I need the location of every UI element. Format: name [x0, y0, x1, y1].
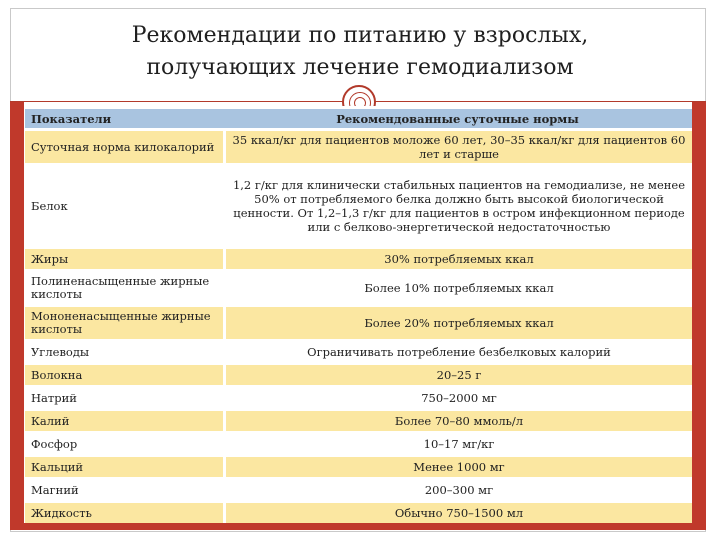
left-accent-bar	[10, 102, 24, 530]
cell-norm: Обычно 750–1500 мл	[223, 503, 692, 523]
table-row	[25, 388, 692, 408]
cell-indicator: Волокна	[25, 365, 223, 385]
cell-norm: 35 ккал/кг для пациентов моложе 60 лет, 30–35 ккал/кг для пациентов 60 лет и старше	[223, 131, 692, 163]
cell-norm: Ограничивать потребление безбелковых калорий	[223, 342, 692, 362]
bottom-accent-bar	[10, 523, 706, 530]
title-line-2: получающих лечение гемодиализом	[146, 55, 574, 80]
cell-indicator: Калий	[25, 411, 223, 431]
nutrition-table	[25, 106, 692, 526]
right-accent-bar	[692, 102, 706, 530]
cell-norm: Более 70–80 ммоль/л	[223, 411, 692, 431]
table-row	[25, 249, 692, 269]
cell-norm: 200–300 мг	[223, 480, 692, 500]
cell-indicator: Натрий	[25, 388, 223, 408]
nutrition-table-container	[25, 106, 692, 523]
cell-norm: Менее 1000 мг	[223, 457, 692, 477]
cell-indicator: Жиры	[25, 249, 223, 269]
header-norm: Рекомендованные суточные нормы	[223, 109, 692, 128]
header-indicator: Показатели	[25, 109, 223, 128]
table-row	[25, 365, 692, 385]
cell-indicator: Суточная норма килокалорий	[25, 131, 223, 163]
cell-indicator: Белок	[25, 166, 223, 246]
cell-norm: Более 20% потребляемых ккал	[223, 307, 692, 339]
cell-indicator: Углеводы	[25, 342, 223, 362]
table-row	[25, 480, 692, 500]
cell-norm: 750–2000 мг	[223, 388, 692, 408]
cell-indicator: Магний	[25, 480, 223, 500]
cell-indicator: Мононенасыщенные жирные кислоты	[25, 307, 223, 339]
slide-title	[10, 20, 710, 84]
title-line-1: Рекомендации по питанию у взрослых,	[131, 23, 589, 48]
table-row	[25, 166, 692, 246]
table-row	[25, 411, 692, 431]
table-row	[25, 131, 692, 163]
table-row	[25, 307, 692, 339]
cell-indicator: Фосфор	[25, 434, 223, 454]
table-row	[25, 503, 692, 523]
cell-norm: 10–17 мг/кг	[223, 434, 692, 454]
cell-indicator: Полиненасыщенные жирные кислоты	[25, 272, 223, 304]
cell-norm: Более 10% потребляемых ккал	[223, 272, 692, 304]
table-row	[25, 272, 692, 304]
table-row	[25, 434, 692, 454]
table-row	[25, 342, 692, 362]
table-body	[25, 131, 692, 523]
cell-norm: 20–25 г	[223, 365, 692, 385]
cell-norm: 30% потребляемых ккал	[223, 249, 692, 269]
cell-indicator: Жидкость	[25, 503, 223, 523]
cell-norm: 1,2 г/кг для клинически стабильных пациентов на гемодиализе, не менее 50% от потребляемого белка должно быть высокой биологической ценности. От 1,2–1,3 г/кг для пациентов в остром инфекционном периоде или с белково-энергетической недостаточностью	[223, 166, 692, 246]
cell-indicator: Кальций	[25, 457, 223, 477]
table-header-row	[25, 109, 692, 128]
table-row	[25, 457, 692, 477]
